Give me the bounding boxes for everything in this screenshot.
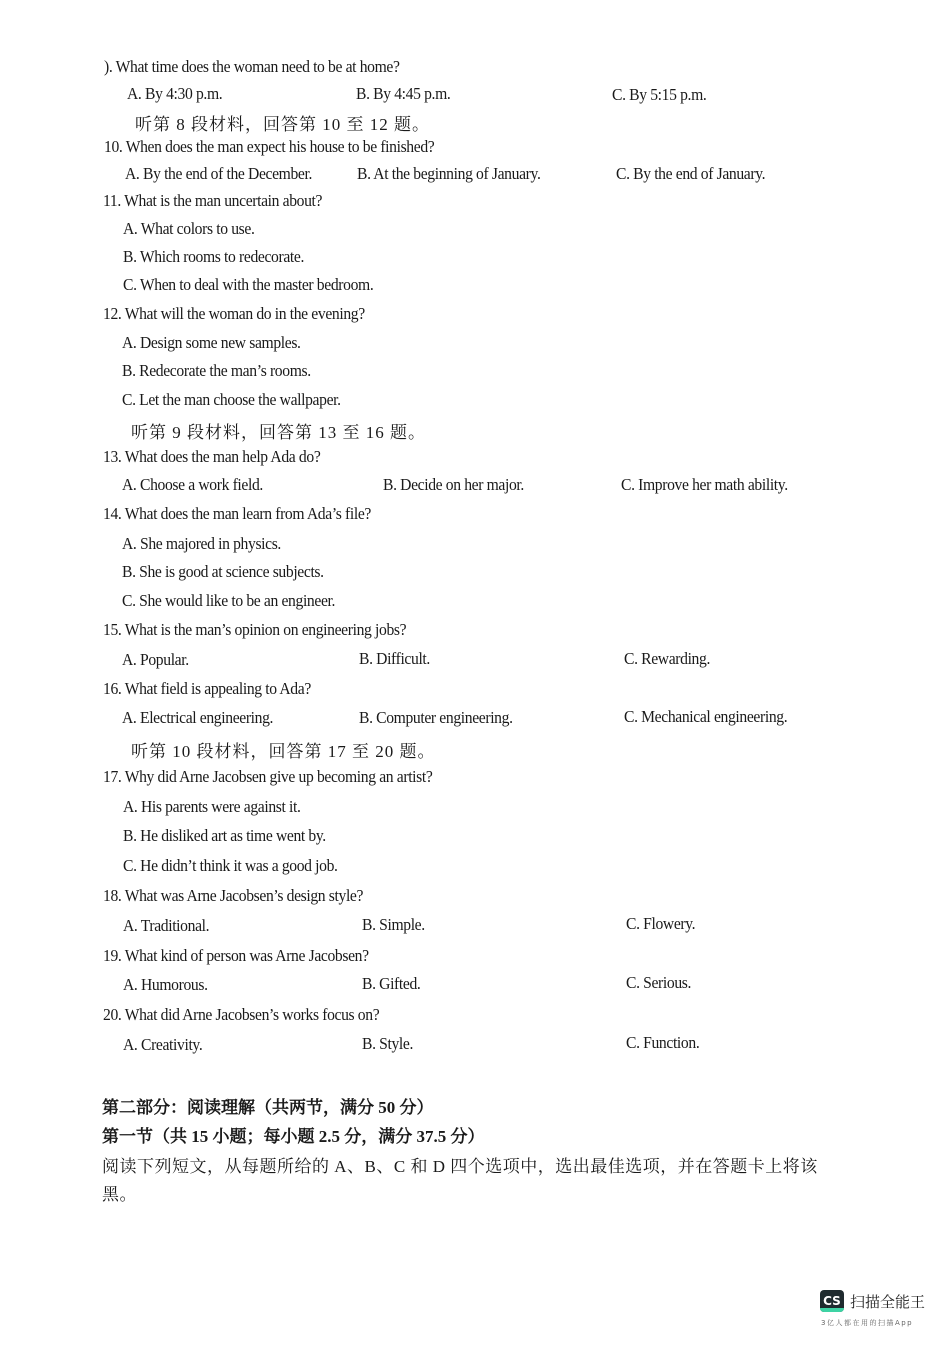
question-12-option-a: A. Design some new samples. <box>122 333 301 352</box>
question-10-stem: 10. When does the man expect his house to be finished? <box>104 137 435 156</box>
question-16-option-a: A. Electrical engineering. <box>122 708 274 727</box>
question-14-option-a: A. She majored in physics. <box>122 534 281 553</box>
question-10-option-c: C. By the end of January. <box>616 164 766 183</box>
question-11-option-b: B. Which rooms to redecorate. <box>123 247 305 266</box>
question-13-option-b: B. Decide on her major. <box>383 475 524 494</box>
question-20-option-a: A. Creativity. <box>123 1035 203 1054</box>
question-13-stem: 13. What does the man help Ada do? <box>103 447 321 466</box>
question-17-option-c: C. He didn’t think it was a good job. <box>123 856 338 875</box>
question-9-option-c: C. By 5:15 p.m. <box>612 85 707 104</box>
camscanner-watermark <box>820 1290 925 1312</box>
question-9-option-b: B. By 4:45 p.m. <box>356 84 451 103</box>
watermark-app-name: 扫描全能王 <box>850 1292 926 1311</box>
question-20-option-c: C. Function. <box>626 1033 700 1052</box>
watermark-tagline: 3亿人都在用的扫描App <box>821 1319 914 1327</box>
question-12-option-c: C. Let the man choose the wallpaper. <box>122 390 341 409</box>
question-17-option-a: A. His parents were against it. <box>123 797 301 816</box>
listening-instruction-9: 听第 9 段材料，回答第 13 至 16 题。 <box>131 423 426 442</box>
question-10-option-b: B. At the beginning of January. <box>357 164 541 183</box>
question-19-option-b: B. Gifted. <box>362 974 421 993</box>
question-14-option-b: B. She is good at science subjects. <box>122 562 324 581</box>
question-18-stem: 18. What was Arne Jacobsen’s design style? <box>103 886 364 905</box>
section-2-directions-line-1: 阅读下列短文，从每题所给的 A、B、C 和 D 四个选项中，选出最佳选项，并在答题卡上将该 <box>102 1157 818 1176</box>
question-16-option-c: C. Mechanical engineering. <box>624 707 788 726</box>
question-16-stem: 16. What field is appealing to Ada? <box>103 679 311 698</box>
question-18-option-b: B. Simple. <box>362 915 425 934</box>
section-2-subheading: 第一节（共 15 小题；每小题 2.5 分，满分 37.5 分） <box>102 1127 485 1146</box>
question-16-option-b: B. Computer engineering. <box>359 708 513 727</box>
question-19-stem: 19. What kind of person was Arne Jacobsen? <box>103 946 369 965</box>
question-13-option-c: C. Improve her math ability. <box>621 475 788 494</box>
question-19-option-c: C. Serious. <box>626 973 692 992</box>
camscanner-logo-icon: CS <box>820 1290 844 1312</box>
listening-instruction-8: 听第 8 段材料，回答第 10 至 12 题。 <box>135 115 430 134</box>
question-15-option-a: A. Popular. <box>122 650 189 669</box>
question-15-stem: 15. What is the man’s opinion on engineering jobs? <box>103 620 407 639</box>
section-2-directions-line-2: 黑。 <box>102 1185 137 1204</box>
question-10-option-a: A. By the end of the December. <box>125 164 313 183</box>
question-13-option-a: A. Choose a work field. <box>122 475 263 494</box>
question-14-stem: 14. What does the man learn from Ada’s file? <box>103 504 372 523</box>
question-11-option-a: A. What colors to use. <box>123 219 255 238</box>
question-9-stem: ). What time does the woman need to be at home? <box>104 57 400 76</box>
question-18-option-c: C. Flowery. <box>626 914 696 933</box>
question-15-option-b: B. Difficult. <box>359 649 430 668</box>
section-2-heading: 第二部分：阅读理解（共两节，满分 50 分） <box>102 1098 434 1117</box>
question-17-stem: 17. Why did Arne Jacobsen give up becoming an artist? <box>103 767 433 786</box>
listening-instruction-10: 听第 10 段材料，回答第 17 至 20 题。 <box>131 742 436 761</box>
question-15-option-c: C. Rewarding. <box>624 649 711 668</box>
question-12-option-b: B. Redecorate the man’s rooms. <box>122 361 311 380</box>
question-9-option-a: A. By 4:30 p.m. <box>127 84 223 103</box>
question-20-stem: 20. What did Arne Jacobsen’s works focus on? <box>103 1005 380 1024</box>
question-11-option-c: C. When to deal with the master bedroom. <box>123 275 374 294</box>
question-12-stem: 12. What will the woman do in the evening? <box>103 304 365 323</box>
question-18-option-a: A. Traditional. <box>123 916 210 935</box>
question-17-option-b: B. He disliked art as time went by. <box>123 826 326 845</box>
question-14-option-c: C. She would like to be an engineer. <box>122 591 336 610</box>
question-20-option-b: B. Style. <box>362 1034 414 1053</box>
question-11-stem: 11. What is the man uncertain about? <box>103 191 323 210</box>
question-19-option-a: A. Humorous. <box>123 975 208 994</box>
